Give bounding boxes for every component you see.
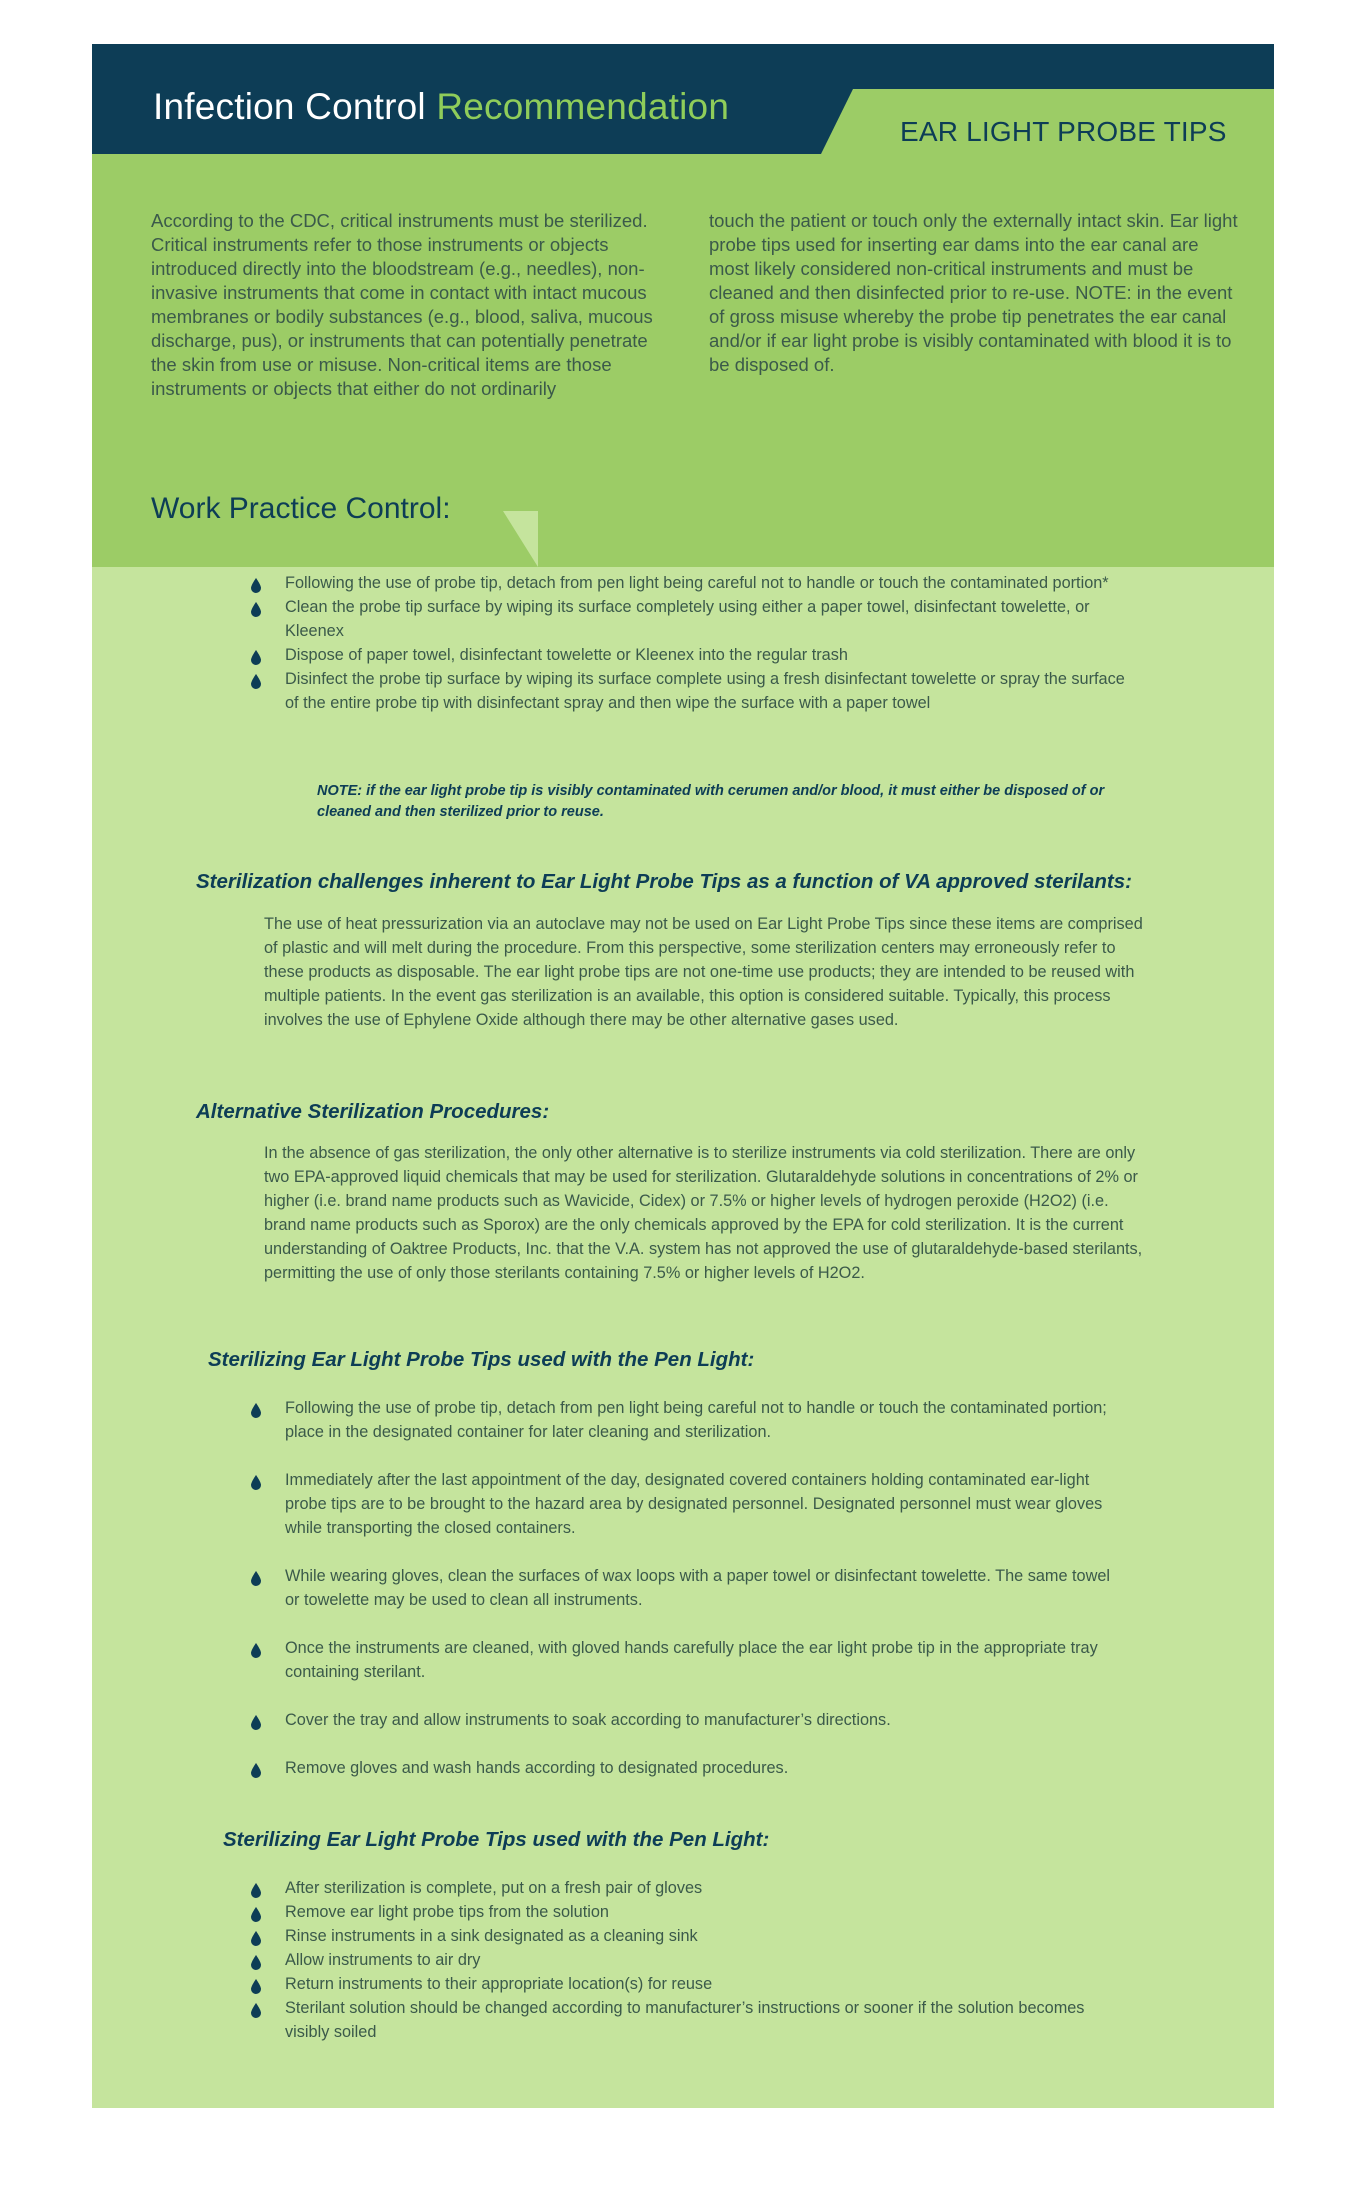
page-title	[153, 86, 729, 128]
droplet-icon	[250, 648, 262, 663]
droplet-icon	[250, 576, 262, 591]
droplet-icon	[250, 1929, 262, 1944]
list-item: Cover the tray and allow instruments to soak according to manufacturer’s directions.	[249, 1708, 1129, 1732]
list-item: Immediately after the last appointment of the day, designated covered containers holding contaminated ear-light probe tips are to be brought to the hazard area by designated personnel. Designated personnel must wear gloves while transporting the closed containers.	[249, 1468, 1129, 1540]
list-item: After sterilization is complete, put on a fresh pair of gloves	[249, 1876, 1129, 1900]
droplet-icon	[250, 1569, 262, 1584]
work-practice-strip	[538, 511, 1274, 567]
alternative-heading: Alternative Sterilization Procedures:	[196, 1100, 550, 1123]
list-item: Allow instruments to air dry	[249, 1948, 1129, 1972]
droplet-icon	[250, 600, 262, 615]
droplet-icon	[250, 1713, 262, 1728]
title-main: Infection Control	[153, 86, 426, 127]
droplet-icon	[250, 2001, 262, 2016]
droplet-icon	[250, 1977, 262, 1992]
sterilizing-heading-1: Sterilizing Ear Light Probe Tips used with the Pen Light:	[208, 1348, 755, 1371]
list-item: Dispose of paper towel, disinfectant towelette or Kleenex into the regular trash	[249, 643, 1129, 667]
sterilizing-list-2	[249, 1876, 1129, 2044]
list-item: Following the use of probe tip, detach from pen light being careful not to handle or touch the contaminated portion*	[249, 571, 1129, 595]
sterilization-challenges-heading: Sterilization challenges inherent to Ear Light Probe Tips as a function of VA approved sterilants:	[196, 870, 1132, 893]
droplet-icon	[250, 1401, 262, 1416]
sterilizing-heading-2: Sterilizing Ear Light Probe Tips used with the Pen Light:	[223, 1828, 770, 1851]
droplet-icon	[250, 1473, 262, 1488]
document-page	[92, 44, 1274, 2108]
tab-title: EAR LIGHT PROBE TIPS	[900, 116, 1227, 147]
work-practice-note: NOTE: if the ear light probe tip is visibly contaminated with cerumen and/or blood, it must either be disposed of or cleaned and then sterilized prior to reuse.	[317, 783, 1105, 820]
list-item: While wearing gloves, clean the surfaces of wax loops with a paper towel or disinfectant towelette. The same towel or towelette may be used to clean all instruments.	[249, 1564, 1129, 1612]
droplet-icon	[250, 1881, 262, 1896]
intro-column-right: touch the patient or touch only the externally intact skin. Ear light probe tips used for inserting ear dams into the ear canal are most likely considered non-critical instruments and must be cleaned and then disinfected prior to re-use. NOTE: in the event of gross misuse whereby the probe tip penetrates the ear canal and/or if ear light probe is visibly contaminated with blood it is to be disposed of.	[709, 210, 1238, 375]
sterilization-challenges-body: The use of heat pressurization via an autoclave may not be used on Ear Light Probe Tips since these items are comprised of plastic and will melt during the procedure. From this perspective, some sterilization centers may erroneously refer to these products as disposable. The ear light probe tips are not one-time use products; they are intended to be reused with multiple patients. In the event gas sterilization is an available, this option is considered suitable. Typically, this process involves the use of Ephylene Oxide although there may be other alternative gases used.	[264, 915, 1143, 1029]
droplet-icon	[250, 1953, 262, 1968]
intro-column-left: According to the CDC, critical instruments must be sterilized. Critical instruments refer to those instruments or objects introduced directly into the bloodstream (e.g., needles), non-invasive instruments that come in contact with intact mucous membranes or bodily substances (e.g., blood, saliva, mucous discharge, pus), or instruments that can potentially penetrate the skin from use or misuse. Non-critical items are those instruments or objects that either do not ordinarily	[151, 210, 653, 399]
sterilizing-list-1	[249, 1396, 1129, 1780]
droplet-icon	[250, 1641, 262, 1656]
list-item: Following the use of probe tip, detach from pen light being careful not to handle or touch the contaminated portion; place in the designated container for later cleaning and sterilization.	[249, 1396, 1129, 1444]
list-item: Disinfect the probe tip surface by wiping its surface complete using a fresh disinfectant towelette or spray the surface of the entire probe tip with disinfectant spray and then wipe the surface with a paper towel	[249, 667, 1129, 715]
list-item: Return instruments to their appropriate location(s) for reuse	[249, 1972, 1129, 1996]
work-practice-title: Work Practice Control:	[151, 492, 451, 525]
droplet-icon	[250, 1761, 262, 1776]
droplet-icon	[250, 672, 262, 687]
list-item: Remove gloves and wash hands according to designated procedures.	[249, 1756, 1129, 1780]
title-accent: Recommendation	[436, 86, 730, 127]
list-item: Clean the probe tip surface by wiping its surface completely using either a paper towel, disinfectant towelette, or Kleenex	[249, 595, 1129, 643]
droplet-icon	[250, 1905, 262, 1920]
alternative-body: In the absence of gas sterilization, the only other alternative is to sterilize instruments via cold sterilization. There are only two EPA-approved liquid chemicals that may be used for sterilization. Glutaraldehyde solutions in concentrations of 2% or higher (i.e. brand name products such as Wavicide, Cidex) or 7.5% or higher levels of hydrogen peroxide (H2O2) (i.e. brand name products such as Sporox) are the only chemicals approved by the EPA for cold sterilization. It is the current understanding of Oaktree Products, Inc. that the V.A. system has not approved the use of glutaraldehyde-based sterilants, permitting the use of only those sterilants containing 7.5% or higher levels of H2O2.	[264, 1144, 1143, 1282]
list-item: Once the instruments are cleaned, with gloved hands carefully place the ear light probe tip in the appropriate tray containing sterilant.	[249, 1636, 1129, 1684]
list-item: Remove ear light probe tips from the solution	[249, 1900, 1129, 1924]
work-practice-list	[249, 571, 1129, 715]
list-item: Rinse instruments in a sink designated as a cleaning sink	[249, 1924, 1129, 1948]
list-item: Sterilant solution should be changed according to manufacturer’s instructions or sooner if the solution becomes visibly soiled	[249, 1996, 1129, 2044]
